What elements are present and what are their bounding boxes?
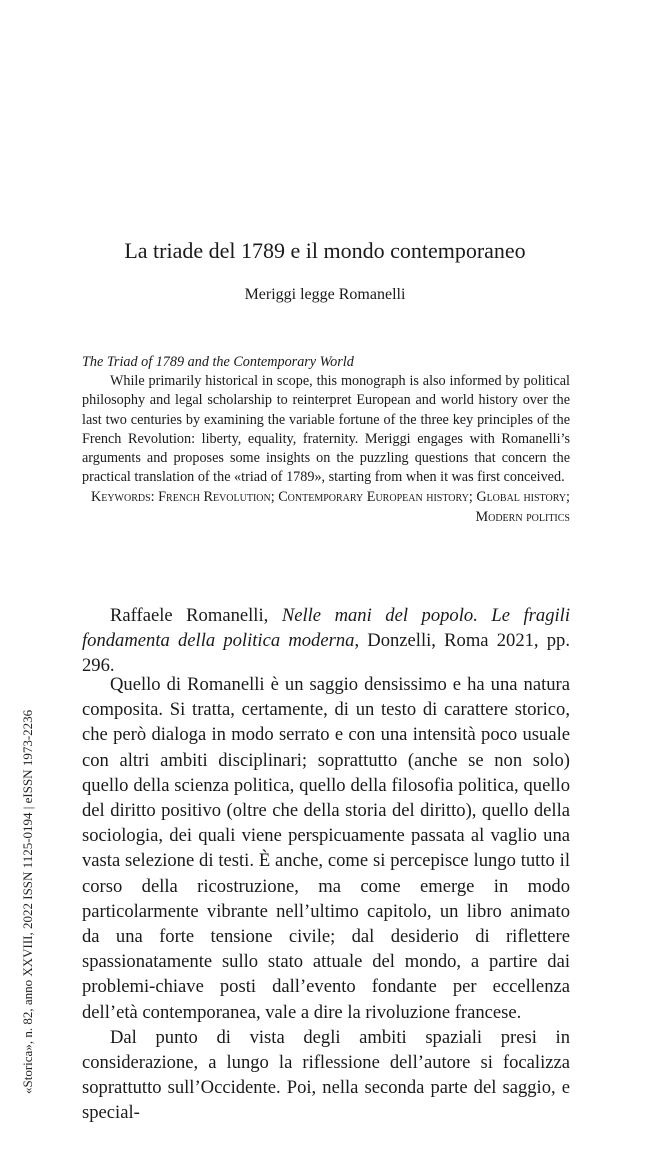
book-publisher: , Donzelli, Roma 2021, pp. 296.	[82, 630, 570, 676]
book-title: Nelle mani del popolo. Le fragili fondamenta della politica moderna	[82, 605, 570, 651]
article-title: La triade del 1789 e il mondo contemporaneo	[124, 238, 526, 263]
keywords-label: Keywords:	[90, 489, 155, 506]
abstract-title: The Triad of 1789 and the Contemporary World	[82, 354, 354, 370]
keywords	[82, 488, 570, 526]
book-author: Raffaele Romanelli,	[110, 605, 282, 626]
abstract-text: While primarily historical in scope, this monograph is also informed by political philosophy and legal scholarship to reinterpret European and world history over the last two centuries by examining the variable fortune of the three key principles of the French Revolution: liberty, equality, fraternity. Meriggi engages with Romanelli’s arguments and proposes some insights on the puzzling questions that concern the practical translation of the «triad of 1789», starting from when it was first conceived.	[82, 373, 570, 486]
paragraph: Quello di Romanelli è un saggio densissimo e ha una natura composita. Si tratta, certamente, di un testo di carattere storico, che però dialoga in modo serrato e con una intensità poco usuale con altri ambiti disciplinari; soprattutto (anche se non solo) quello della scienza politica, quello della filosofia politica, quello del diritto positivo (oltre che della storia del diritto), quello della sociologia, dei quali viene perspicuamente passata al vaglio una vasta selezione di testi. È anche, come si percepisce lungo tutto il corso della ricostruzione, ma come emerge in modo particolarmente vibrante nell’ultimo capitolo, un libro animato da una forte tensione civile; dal desiderio di riflettere spassionatamente sullo stato attuale del mondo, a partire dai problemi-chiave posti dall’evento fondante per eccellenza dell’età contemporanea, vale a dire la rivoluzione francese.	[82, 674, 570, 1023]
article-subtitle: Meriggi legge Romanelli	[244, 286, 406, 303]
book-reference	[82, 603, 570, 678]
body-text	[82, 672, 570, 1126]
keywords-list: French Revolution; Contemporary European history; Global history; Modern politics	[158, 489, 570, 525]
journal-citation-sidebar: «Storica», n. 82, anno XXVIII, 2022 ISSN 1125-0194 | eISSN 1973-2236	[20, 709, 35, 1094]
abstract-block	[82, 353, 570, 527]
paragraph: Dal punto di vista degli ambiti spaziali presi in considerazione, a lungo la riflessione dell’autore si focalizza soprattutto sull’Occidente. Poi, nella seconda parte del saggio, e special-	[82, 1026, 570, 1124]
